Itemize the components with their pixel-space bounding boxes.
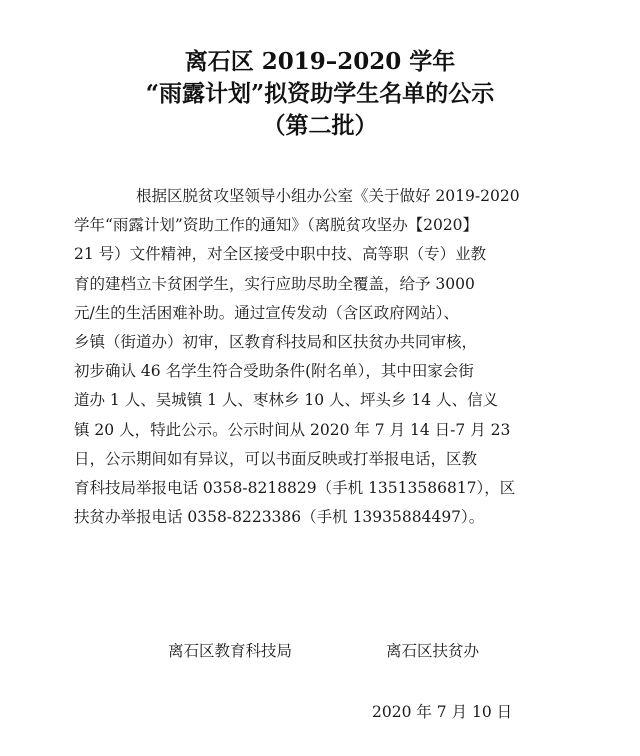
notice-body [74,182,560,532]
body-line: 元/生的生活困难补助。通过宣传发动（含区政府网站）、 [74,303,459,322]
body-line: 道办 1 人、吴城镇 1 人、枣林乡 10 人、坪头乡 14 人、信义 [74,391,499,410]
body-line: 学年“雨露计划”资助工作的通知》（离脱贫攻坚办【2020】 [74,216,479,235]
body-line: 乡镇（街道办）初审，区教育科技局和区扶贫办共同审核， [74,332,478,351]
title-line-year: 离石区 2019–2020 学年 [184,48,456,75]
title-line-subject: “雨露计划”拟资助学生名单的公示 [145,80,495,107]
notice-date: 2020 年 7 月 10 日 [372,703,513,721]
body-line: 扶贫办举报电话 0358-8223386（手机 13935884497）。 [74,508,485,527]
body-line: 初步确认 46 名学生符合受助条件(附名单），其中田家会街 [74,362,474,381]
notice-title [0,46,640,142]
body-line: 21 号）文件精神，对全区接受中职中技、高等职（专）业教 [74,245,487,264]
body-line: 育科技局举报电话 0358-8218829（手机 13513586817），区 [74,478,516,497]
body-line: 育的建档立卡贫困学生，实行应助尽助全覆盖，给予 3000 [74,274,475,293]
signatory-education-bureau: 离石区教育科技局 [168,642,293,660]
body-line: 根据区脱贫攻坚领导小组办公室《关于做好 2019-2020 [136,187,520,205]
signatory-poverty-office: 离石区扶贫办 [386,642,480,660]
body-line: 日，公示期间如有异议，可以书面反映或打举报电话，区教 [74,449,478,468]
body-line: 镇 20 人，特此公示。公示时间从 2020 年 7 月 14 日-7 月 23 [74,420,511,439]
title-line-batch: （第二批） [262,112,378,139]
